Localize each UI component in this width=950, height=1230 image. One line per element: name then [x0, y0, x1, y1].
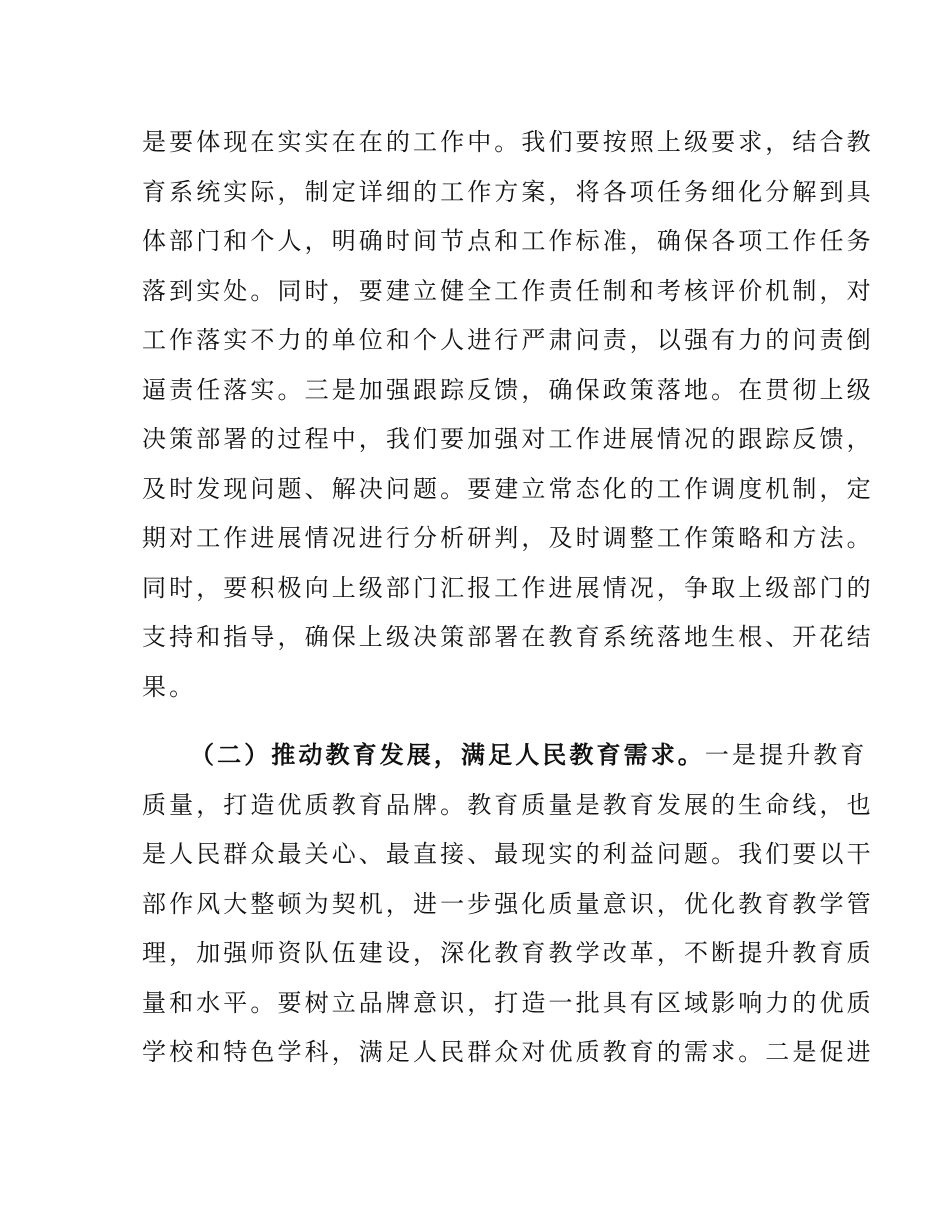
paragraph-line: 量和水平。要树立品牌意识，打造一批具有区域影响力的优质 [142, 988, 874, 1017]
paragraph-line: 质量，打造优质教育品牌。教育质量是教育发展的生命线，也 [142, 790, 874, 819]
paragraph-line: 育系统实际，制定详细的工作方案，将各项任务细化分解到具 [142, 177, 874, 206]
paragraph-line: 工作落实不力的单位和个人进行严肃问责，以强有力的问责倒 [142, 326, 874, 354]
paragraph-line: 同时，要积极向上级部门汇报工作进展情况，争取上级部门的 [142, 573, 874, 602]
paragraph-line: 是人民群众最关心、最直接、最现实的利益问题。我们要以干 [142, 840, 874, 868]
paragraph-first-line [142, 730, 868, 781]
paragraph-line: 果。 [142, 672, 197, 701]
paragraph-line: 是要体现在实实在在的工作中。我们要按照上级要求，结合教 [142, 128, 874, 156]
paragraph-line: 期对工作进展情况进行分析研判，及时调整工作策略和方法。 [142, 524, 874, 552]
paragraph-line: 部作风大整顿为契机，进一步强化质量意识，优化教育教学管 [142, 889, 874, 918]
section-heading: （二）推动教育发展，满足人民教育需求。 [190, 740, 705, 769]
paragraph-1 [142, 118, 874, 712]
paragraph-line: 理，加强师资队伍建设，深化教育教学改革，不断提升教育质 [142, 939, 874, 967]
paragraph-line: 逼责任落实。三是加强跟踪反馈，确保政策落地。在贯彻上级 [142, 375, 874, 404]
paragraph-line: 体部门和个人，明确时间节点和工作标准，确保各项工作任务 [142, 227, 874, 255]
paragraph-line: 及时发现问题、解决问题。要建立常态化的工作调度机制，定 [142, 474, 874, 503]
paragraph-line: 支持和指导，确保上级决策部署在教育系统落地生根、开花结 [142, 623, 874, 651]
paragraph-2 [142, 730, 874, 1078]
paragraph-line: 学校和特色学科，满足人民群众对优质教育的需求。二是促进 [142, 1038, 874, 1066]
heading-continuation: 一是提升教育 [704, 741, 868, 769]
paragraph-line: 决策部署的过程中，我们要加强对工作进展情况的跟踪反馈， [142, 425, 874, 453]
paragraph-line: 落到实处。同时，要建立健全工作责任制和考核评价机制，对 [142, 276, 874, 305]
